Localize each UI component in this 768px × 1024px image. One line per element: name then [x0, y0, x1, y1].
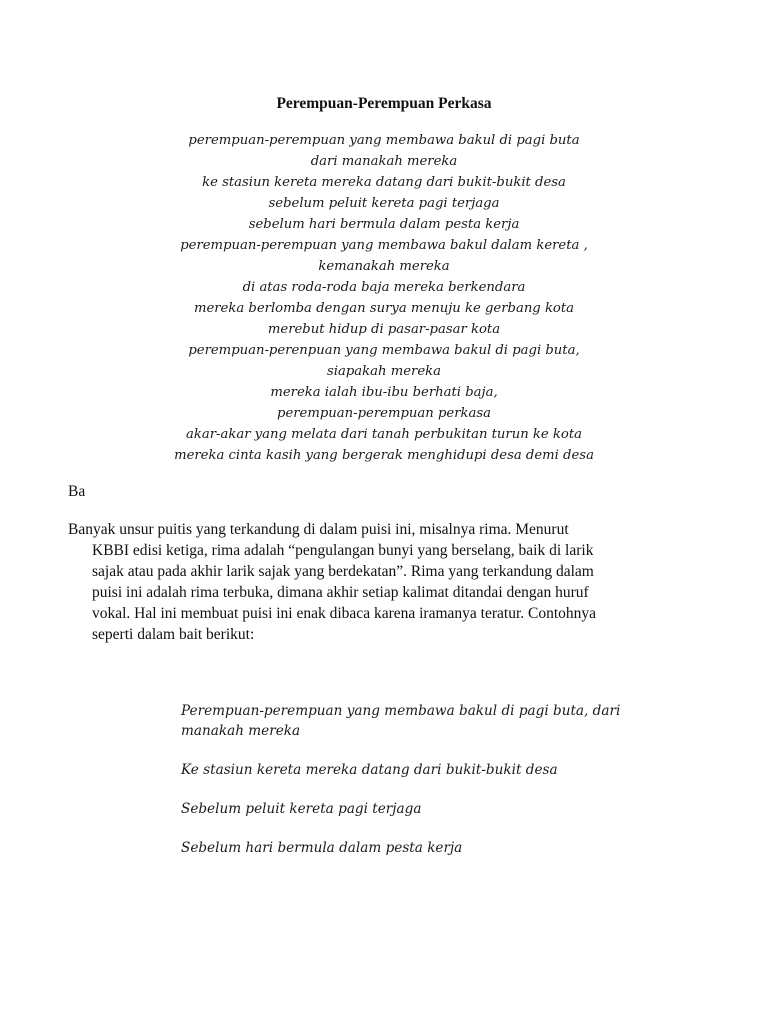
- poem-line: perempuan-perempuan yang membawa bakul dalam kereta ,: [180, 238, 588, 253]
- paragraph-line: seperti dalam bait berikut:: [92, 626, 255, 643]
- poem-line: sebelum hari bermula dalam pesta kerja: [248, 217, 520, 232]
- poem-line: dari manakah mereka: [310, 154, 458, 169]
- paragraph-line: Banyak unsur puitis yang terkandung di dalam puisi ini, misalnya rima. Menurut: [68, 521, 569, 538]
- analysis-paragraph: [68, 519, 668, 645]
- paragraph-line: sajak atau pada akhir larik sajak yang berdekatan”. Rima yang terkandung dalam: [92, 563, 594, 580]
- paragraph-line: puisi ini adalah rima terbuka, dimana akhir setiap kalimat ditandai dengan huruf: [92, 584, 589, 601]
- example-stanza: [181, 701, 661, 877]
- poem-line: perempuan-perempuan perkasa: [277, 406, 491, 421]
- poem-line: kemanakah mereka: [318, 259, 450, 274]
- paragraph-line: vokal. Hal ini membuat puisi ini enak dibaca karena iramanya teratur. Contohnya: [92, 605, 597, 622]
- stanza-line: Ke stasiun kereta mereka datang dari bukit-bukit desa: [181, 762, 558, 778]
- stanza-line: Sebelum peluit kereta pagi terjaga: [181, 801, 422, 817]
- short-line: Ba: [68, 483, 86, 500]
- poem-line: akar-akar yang melata dari tanah perbukitan turun ke kota: [186, 427, 582, 442]
- poem: [0, 130, 768, 466]
- stanza-line: Perempuan-perempuan yang membawa bakul di pagi buta, dari manakah mereka: [181, 703, 621, 739]
- poem-line: sebelum peluit kereta pagi terjaga: [268, 196, 500, 211]
- poem-line: di atas roda-roda baja mereka berkendara: [242, 280, 526, 295]
- poem-line: merebut hidup di pasar-pasar kota: [267, 322, 501, 337]
- poem-line: mereka cinta kasih yang bergerak menghidupi desa demi desa: [174, 448, 594, 463]
- paragraph-line: KBBI edisi ketiga, rima adalah “pengulangan bunyi yang berselang, baik di larik: [92, 542, 594, 559]
- stanza-line: Sebelum hari bermula dalam pesta kerja: [181, 840, 463, 856]
- poem-title: Perempuan-Perempuan Perkasa: [276, 95, 492, 112]
- poem-line: perempuan-perempuan yang membawa bakul di pagi buta: [188, 133, 580, 148]
- poem-line: perempuan-perenpuan yang membawa bakul di pagi buta,: [188, 343, 580, 358]
- poem-line: siapakah mereka: [327, 364, 441, 379]
- poem-line: mereka ialah ibu-ibu berhati baja,: [270, 385, 498, 400]
- poem-line: ke stasiun kereta mereka datang dari bukit-bukit desa: [202, 175, 566, 190]
- poem-line: mereka berlomba dengan surya menuju ke gerbang kota: [193, 301, 575, 316]
